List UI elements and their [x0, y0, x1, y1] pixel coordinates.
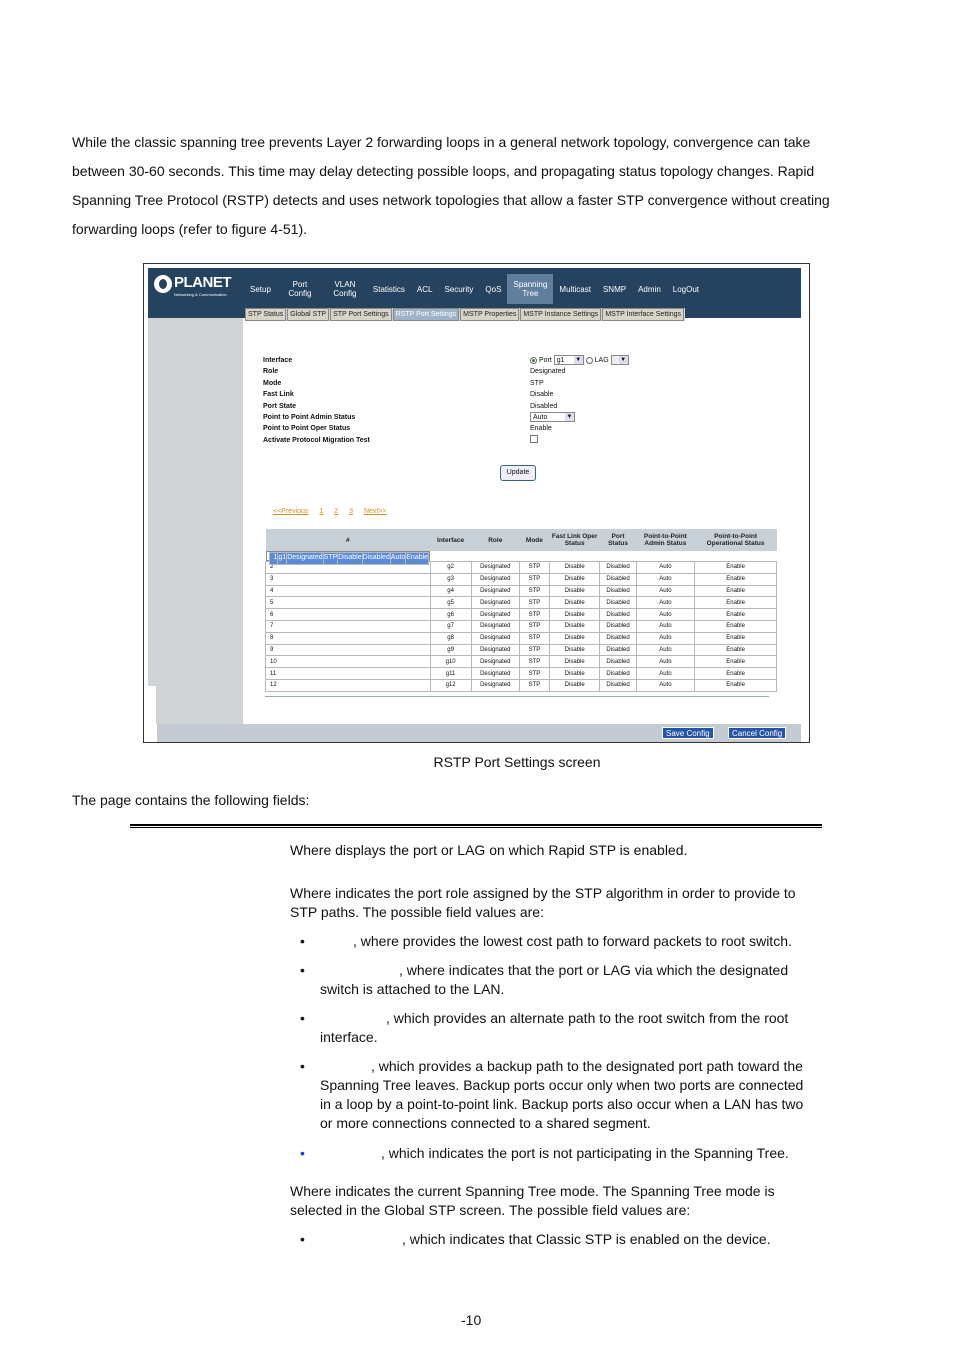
table-cell: g6: [430, 609, 471, 621]
table-cell: Disabled: [600, 562, 636, 574]
table-row[interactable]: [266, 573, 777, 585]
column-header: Interface: [430, 529, 471, 551]
bullet-text: , where provides the lowest cost path to forward packets to root switch.: [353, 933, 792, 949]
table-cell: Disabled: [600, 679, 636, 691]
pager-page-2[interactable]: 2: [334, 508, 339, 515]
column-header: Role: [471, 529, 519, 551]
port-radio[interactable]: [530, 357, 537, 364]
table-cell: STP: [323, 553, 338, 565]
table-cell: Auto: [636, 679, 695, 691]
intro-line: While the classic spanning tree prevents Layer 2 forwarding loops in a general network topology, convergence can take: [72, 134, 811, 150]
interface-desc: Where displays the port or LAG on which Rapid STP is enabled.: [290, 842, 688, 858]
bullet-text: , which indicates the port is not participating in the Spanning Tree.: [381, 1145, 789, 1161]
table-cell: Enable: [695, 632, 777, 644]
table-cell: Designated: [287, 553, 323, 565]
table-cell: Auto: [390, 553, 405, 565]
menu-vlan-config[interactable]: VLAN Config: [333, 280, 357, 298]
table-row[interactable]: [266, 609, 777, 621]
lag-select[interactable]: [611, 355, 629, 365]
page-number: -10: [461, 1312, 482, 1328]
planet-logo: [154, 272, 240, 300]
bullet-icon: •: [300, 1231, 305, 1247]
main-menu: [244, 274, 705, 304]
menu-security[interactable]: Security: [444, 284, 474, 294]
tab-mstp-instance-settings[interactable]: MSTP Instance Settings: [520, 308, 601, 321]
lag-radio[interactable]: [586, 357, 593, 364]
intro-line: Spanning Tree Protocol (RSTP) detects and uses network topologies that allow a faster STP convergence without creating: [72, 192, 830, 208]
pager-next[interactable]: Next>>: [363, 508, 387, 515]
intro-line: between 30-60 seconds. This time may delay detecting possible loops, and propagating status topology changes. Rapid: [72, 163, 815, 179]
table-cell: Enable: [695, 620, 777, 632]
chevron-down-icon: ▼: [566, 414, 573, 421]
form-values: [530, 355, 629, 446]
label-fast-link: Fast Link: [263, 391, 294, 399]
table-cell: Auto: [636, 656, 695, 668]
bullet-text: , which provides an alternate path to the root switch from the root interface.: [320, 1010, 789, 1045]
table-cell: Auto: [636, 609, 695, 621]
intro-paragraph: [72, 128, 882, 244]
table-cell: Designated: [471, 620, 519, 632]
table-cell: Designated: [471, 632, 519, 644]
column-header: #: [266, 529, 431, 551]
table-cell: Auto: [636, 620, 695, 632]
table-cell: Auto: [636, 668, 695, 680]
bullet-text: , which provides a backup path to the designated port path toward the Spanning Tree leaves. Backup ports occur only when two ports are connected in a loop by a point-to-point link. Backup ports also occur when a LAN has two or more connections connected to a shared segment.: [320, 1058, 804, 1131]
bullet-item: [300, 1057, 820, 1133]
table-cell: Disabled: [600, 632, 636, 644]
column-header: Point-to-Point Operational Status: [695, 529, 777, 551]
table-cell: STP: [519, 597, 549, 609]
table-cell: Enable: [695, 609, 777, 621]
table-cell: Enable: [406, 553, 429, 565]
table-cell: STP: [519, 668, 549, 680]
table-cell: STP: [519, 644, 549, 656]
table-cell: Disable: [549, 644, 600, 656]
rstp-screenshot: [143, 263, 810, 743]
divider: [265, 696, 769, 697]
logo-globe-icon: [154, 275, 172, 293]
port-state-value: Disabled: [530, 402, 558, 410]
fast-link-value: Disable: [530, 391, 554, 399]
pagination: [273, 508, 396, 515]
table-cell: g7: [430, 620, 471, 632]
logo-name: PLANET: [174, 274, 231, 291]
table-cell: g1: [278, 553, 287, 565]
bullet-item: [300, 961, 820, 999]
table-cell: Disabled: [600, 668, 636, 680]
table-cell: Disable: [549, 609, 600, 621]
intro-line: forwarding loops (refer to figure 4-51).: [72, 221, 307, 237]
table-cell: Enable: [695, 656, 777, 668]
table-cell: STP: [519, 585, 549, 597]
table-cell: Disable: [549, 620, 600, 632]
bullet-text: , which indicates that Classic STP is enabled on the device.: [402, 1231, 771, 1247]
rstp-ports-table: [265, 529, 777, 692]
table-cell: Designated: [471, 656, 519, 668]
left-sidebar: [148, 318, 243, 724]
table-rule: [130, 824, 822, 828]
table-cell: STP: [519, 679, 549, 691]
cancel-config-button[interactable]: Cancel Config: [728, 727, 786, 739]
menu-admin[interactable]: Admin: [638, 284, 661, 294]
logo-tagline: Networking & Communication: [174, 292, 227, 297]
p2p-admin-select[interactable]: Auto ▼: [530, 412, 575, 422]
table-cell: Disabled: [600, 585, 636, 597]
table-cell: Designated: [471, 585, 519, 597]
table-cell: g5: [430, 597, 471, 609]
bullet-icon: •: [300, 962, 305, 978]
table-cell: Disabled: [600, 620, 636, 632]
menu-qos[interactable]: QoS: [485, 284, 502, 294]
label-migration-test: Activate Protocol Migration Test: [263, 436, 370, 444]
table-cell: 1: [269, 553, 278, 565]
table-cell: 3: [266, 573, 431, 585]
bullet-icon: •: [300, 1010, 305, 1026]
menu-port-config[interactable]: Port Config: [288, 280, 312, 298]
table-row[interactable]: [266, 585, 777, 597]
table-cell: g8: [430, 632, 471, 644]
figure-caption: RSTP Port Settings screen: [433, 754, 601, 770]
table-cell: Enable: [695, 668, 777, 680]
label-role: Role: [263, 368, 279, 376]
tab-rstp-port-settings[interactable]: RSTP Port Settings: [393, 308, 460, 321]
menu-spanning-tree[interactable]: Spanning Tree: [507, 274, 553, 304]
menu-multicast[interactable]: Multicast: [559, 284, 591, 294]
bullet-item: [300, 1144, 820, 1163]
table-cell: Disabled: [600, 656, 636, 668]
table-cell: STP: [519, 609, 549, 621]
table-cell: Designated: [471, 668, 519, 680]
save-config-button[interactable]: Save Config: [662, 727, 714, 739]
label-p2p-admin: Point to Point Admin Status: [263, 413, 356, 421]
table-cell: STP: [519, 632, 549, 644]
pager-page-1[interactable]: 1: [319, 508, 324, 515]
table-cell: g2: [430, 562, 471, 574]
bullet-icon: •: [300, 1058, 305, 1074]
form-labels: [263, 355, 370, 446]
table-cell: Disable: [549, 679, 600, 691]
table-cell: 9: [266, 644, 431, 656]
table-cell: g4: [430, 585, 471, 597]
table-cell: Designated: [471, 679, 519, 691]
chevron-down-icon: ▼: [575, 357, 582, 364]
table-row[interactable]: [266, 620, 777, 632]
table-row[interactable]: [266, 656, 777, 668]
table-cell: STP: [519, 656, 549, 668]
update-button[interactable]: Update: [500, 465, 536, 481]
label-interface: Interface: [263, 357, 293, 364]
table-cell: Disable: [549, 585, 600, 597]
column-header: Point-to-Point Admin Status: [636, 529, 695, 551]
bullet-text: , where indicates that the port or LAG via which the designated switch is attached to the LAN.: [320, 962, 789, 997]
menu-setup[interactable]: Setup: [250, 284, 271, 294]
table-cell: Disabled: [600, 609, 636, 621]
menu-snmp[interactable]: SNMP: [602, 284, 627, 294]
table-cell: Enable: [695, 679, 777, 691]
menu-acl[interactable]: ACL: [416, 284, 433, 294]
tab-mstp-properties[interactable]: MSTP Properties: [460, 308, 519, 321]
table-cell: g11: [430, 668, 471, 680]
table-cell: Disabled: [362, 553, 390, 565]
bullet-item: [300, 1009, 820, 1047]
column-header: Fast Link Oper Status: [549, 529, 600, 551]
table-row[interactable]: [266, 644, 777, 656]
column-header: Mode: [519, 529, 549, 551]
table-cell: Enable: [695, 644, 777, 656]
bullet-item: [300, 1230, 820, 1249]
top-navigation-bar: [148, 268, 801, 318]
table-cell: Auto: [636, 562, 695, 574]
table-cell: Auto: [636, 632, 695, 644]
table-cell: Disable: [549, 562, 600, 574]
role-desc-line: Where indicates the port role assigned by the STP algorithm in order to provide to: [290, 885, 796, 901]
bullet-icon: •: [300, 1145, 305, 1161]
table-row[interactable]: [266, 551, 431, 561]
table-cell: 2: [266, 562, 431, 574]
menu-logout[interactable]: LogOut: [672, 284, 700, 294]
role-desc: [290, 884, 830, 922]
table-cell: STP: [519, 562, 549, 574]
bullet-icon: •: [300, 933, 305, 949]
pager-page-3[interactable]: 3: [349, 508, 353, 515]
table-row[interactable]: [266, 668, 777, 680]
table-cell: Disable: [338, 553, 362, 565]
table-cell: Designated: [471, 644, 519, 656]
table-cell: Disabled: [600, 597, 636, 609]
table-cell: 8: [266, 632, 431, 644]
table-cell: STP: [519, 573, 549, 585]
table-cell: Enable: [695, 562, 777, 574]
label-port-state: Port State: [263, 402, 297, 410]
bullet-item: [300, 932, 820, 951]
mode-value: STP: [530, 379, 544, 387]
mode-desc: [290, 1182, 830, 1220]
mode-desc-line: selected in the Global STP screen. The possible field values are:: [290, 1202, 691, 1218]
table-cell: 4: [266, 585, 431, 597]
table-cell: 7: [266, 620, 431, 632]
migration-row: [530, 435, 629, 446]
table-cell: Enable: [695, 573, 777, 585]
table-cell: 10: [266, 656, 431, 668]
port-radio-label: Port: [538, 357, 552, 364]
table-cell: Enable: [695, 585, 777, 597]
table-cell: 11: [266, 668, 431, 680]
tab-stp-status[interactable]: STP Status: [245, 308, 286, 321]
table-cell: Designated: [471, 562, 519, 574]
role-value: Designated: [530, 368, 566, 376]
migration-test-checkbox[interactable]: [530, 435, 538, 443]
table-cell: Designated: [471, 573, 519, 585]
p2p-admin-row: [530, 412, 629, 423]
p2p-oper-value: Enable: [530, 425, 552, 433]
label-mode: Mode: [263, 379, 282, 387]
table-row[interactable]: [266, 632, 777, 644]
menu-statistics[interactable]: Statistics: [372, 284, 405, 294]
table-row[interactable]: [266, 597, 777, 609]
table-cell: Disable: [549, 632, 600, 644]
role-desc-line: STP paths. The possible field values are:: [290, 904, 544, 920]
table-cell: g9: [430, 644, 471, 656]
mode-desc-line: Where indicates the current Spanning Tree mode. The Spanning Tree mode is: [290, 1183, 775, 1199]
interface-row: [530, 355, 629, 366]
fields-intro: The page contains the following fields:: [72, 792, 310, 808]
sub-tabs: [245, 308, 685, 321]
table-cell: 6: [266, 609, 431, 621]
table-cell: Auto: [636, 585, 695, 597]
table-cell: g3: [430, 573, 471, 585]
table-cell: STP: [519, 620, 549, 632]
port-select[interactable]: g1 ▼: [554, 355, 584, 365]
table-cell: Disable: [549, 656, 600, 668]
table-cell: Disable: [549, 668, 600, 680]
table-cell: Auto: [636, 644, 695, 656]
table-cell: g10: [430, 656, 471, 668]
table-cell: Auto: [636, 597, 695, 609]
table-cell: Auto: [636, 573, 695, 585]
table-cell: Disabled: [600, 573, 636, 585]
label-p2p-oper: Point to Point Oper Status: [263, 425, 351, 433]
lag-radio-label: LAG: [594, 357, 609, 364]
table-cell: Disable: [549, 573, 600, 585]
tab-global-stp[interactable]: Global STP: [287, 308, 329, 321]
table-cell: g12: [430, 679, 471, 691]
table-cell: Enable: [695, 597, 777, 609]
table-row[interactable]: [266, 679, 777, 691]
table-cell: Disabled: [600, 644, 636, 656]
column-header: Port Status: [600, 529, 636, 551]
tab-stp-port-settings[interactable]: STP Port Settings: [330, 308, 392, 321]
table-cell: 12: [266, 679, 431, 691]
table-cell: Disable: [549, 597, 600, 609]
table-cell: 5: [266, 597, 431, 609]
table-cell: Designated: [471, 597, 519, 609]
tab-mstp-interface-settings[interactable]: MSTP Interface Settings: [602, 308, 684, 321]
table-cell: Designated: [471, 609, 519, 621]
chevron-down-icon: ▼: [620, 357, 627, 364]
pager-previous[interactable]: <<Previous: [273, 508, 309, 515]
